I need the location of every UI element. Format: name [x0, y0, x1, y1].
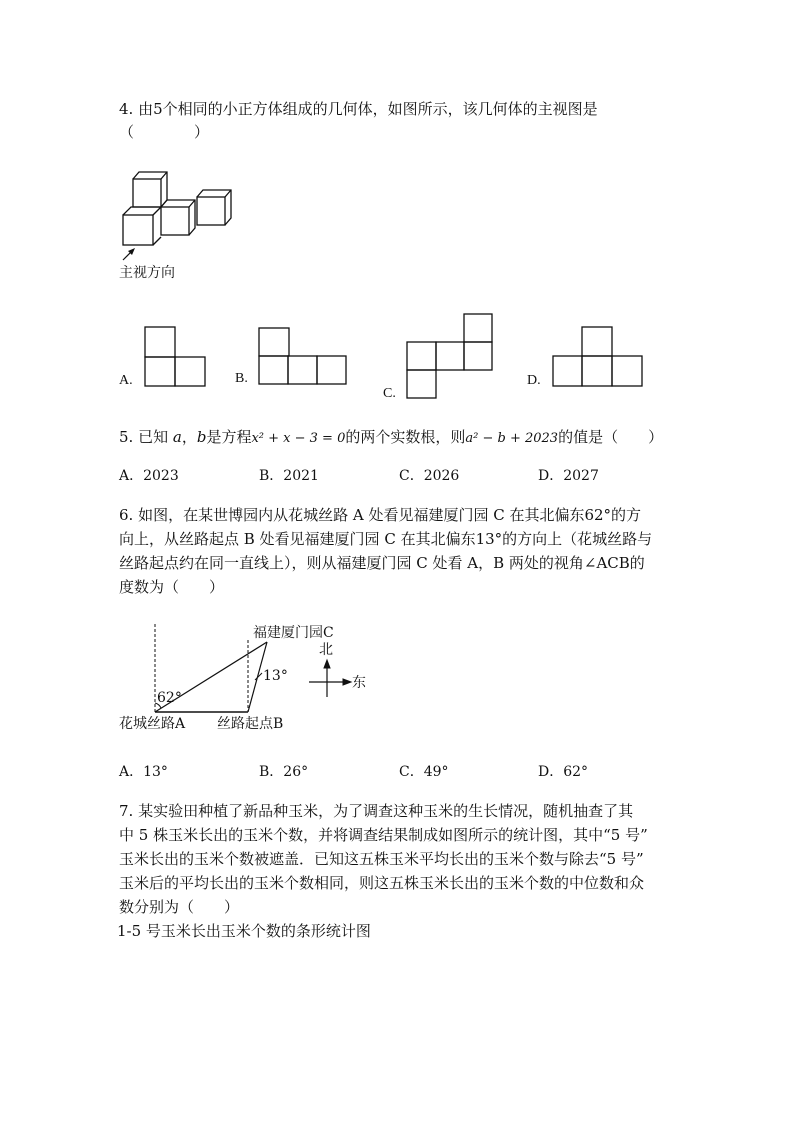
q4-answer-paren: （ ） [119, 123, 210, 141]
q6-choice-d[interactable]: D．62° [538, 764, 589, 780]
q4-option-c-label[interactable]: C. [383, 386, 396, 401]
label-point-b: 丝路起点B [217, 716, 284, 732]
label-angle-b: 13° [263, 668, 288, 684]
q6-choice-a[interactable]: A．13° [119, 764, 168, 780]
equation: x² + x − 3 = 0 [251, 431, 346, 446]
q4-stem: 4. 由5个相同的小正方体组成的几何体，如图所示，该几何体的主视图是 [119, 100, 598, 118]
q6-line1: 6. 如图，在某世博园内从花城丝路 A 处看见福建厦门园 C 在其北偏东62°的方 [119, 506, 642, 524]
q4-option-d-figure [553, 327, 642, 386]
q6-choice-c[interactable]: C．49° [399, 764, 449, 780]
q4-option-d-label[interactable]: D. [527, 373, 541, 388]
q5-prefix: 5. 已知 [119, 428, 169, 446]
q5-choice-b[interactable]: B．2021 [259, 468, 319, 484]
q5-mid2: 的两个实数根，则 [345, 428, 466, 446]
q5-choice-c[interactable]: C．2026 [399, 468, 460, 484]
q4-option-c-figure [407, 314, 492, 398]
q5-sep: ， [181, 428, 197, 446]
q7-line2: 中 5 株玉米长出的玉米个数，并将调查结果制成如图所示的统计图，其中“5 号” [119, 826, 648, 844]
q4-option-a-label[interactable]: A. [119, 373, 133, 388]
expression: a² − b + 2023 [465, 431, 559, 446]
q5-choice-a[interactable]: A．2023 [119, 468, 179, 484]
q7-line3: 玉米长出的玉米个数被遮盖．已知这五株玉米平均长出的玉米个数与除去“5 号” [119, 850, 644, 868]
var-b: b [196, 428, 207, 446]
q6-line4: 度数为（ ） [119, 578, 225, 596]
label-north: 北 [319, 642, 333, 658]
q6-choice-b[interactable]: B．26° [259, 764, 309, 780]
var-a: a [172, 428, 182, 446]
label-point-a: 花城丝路A [119, 716, 186, 732]
q5-choice-d[interactable]: D．2027 [538, 468, 599, 484]
chart-caption: 1-5 号玉米长出玉米个数的条形统计图 [117, 922, 371, 940]
q6-line3: 丝路起点约在同一直线上），则从福建厦门园 C 处看 A，B 两处的视角∠ACB的 [119, 554, 645, 572]
q7-line1: 7. 某实验田种植了新品种玉米，为了调查这种玉米的生长情况，随机抽查了其 [119, 802, 634, 820]
label-angle-a: 62° [157, 690, 182, 706]
q5-mid: 是方程 [206, 428, 252, 446]
label-point-c: 福建厦门园C [253, 625, 334, 641]
view-direction-label: 主视方向 [119, 265, 175, 281]
q7-line5: 数分别为（ ） [119, 898, 240, 916]
label-east: 东 [352, 675, 366, 691]
q7-line4: 玉米后的平均长出的玉米个数相同，则这五株玉米长出的玉米个数的中位数和众 [119, 874, 645, 892]
q6-line2: 向上，从丝路起点 B 处看见福建厦门园 C 在其北偏东13°的方向上（花城丝路与 [119, 530, 653, 548]
q4-option-b-label[interactable]: B. [235, 371, 248, 386]
q4-option-b-figure [259, 328, 346, 384]
q4-option-a-figure [145, 327, 205, 386]
q5-suffix: 的值是（ ） [558, 428, 664, 446]
q4-isometric-solid [123, 172, 231, 245]
q5-stem [119, 427, 663, 449]
